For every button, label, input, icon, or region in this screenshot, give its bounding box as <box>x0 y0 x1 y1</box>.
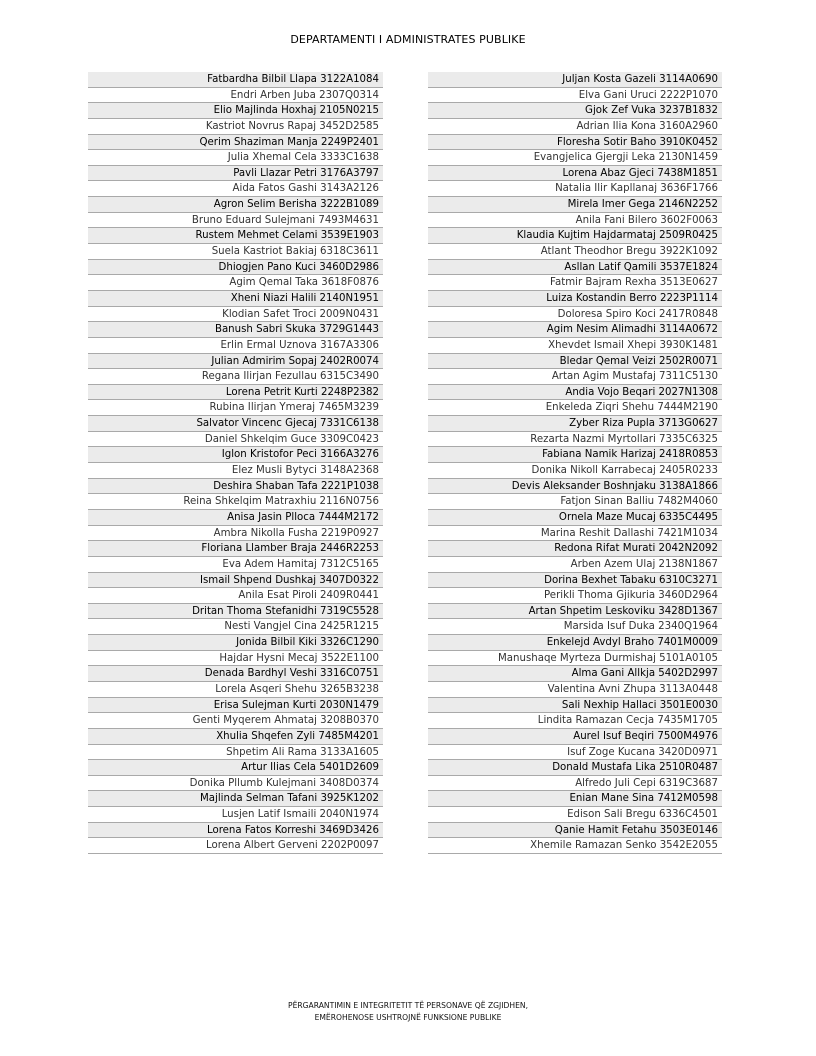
list-item: Artan Shpetim Leskoviku 3428D1367 <box>428 604 722 620</box>
document-title: DEPARTAMENTI I ADMINISTRATES PUBLIKE <box>290 33 526 46</box>
list-item: Arben Azem Ulaj 2138N1867 <box>428 557 722 573</box>
list-item: Asllan Latif Qamili 3537E1824 <box>428 260 722 276</box>
list-item: Aurel Isuf Beqiri 7500M4976 <box>428 729 722 745</box>
list-item: Xhulia Shqefen Zyli 7485M4201 <box>88 729 383 745</box>
list-item: Klaudia Kujtim Hajdarmataj 2509R0425 <box>428 228 722 244</box>
list-item: Ambra Nikolla Fusha 2219P0927 <box>88 526 383 542</box>
list-item: Dorina Bexhet Tabaku 6310C3271 <box>428 573 722 589</box>
list-item: Reina Shkelqim Matraxhiu 2116N0756 <box>88 494 383 510</box>
list-item: Regana Ilirjan Fezullau 6315C3490 <box>88 369 383 385</box>
list-item: Rezarta Nazmi Myrtollari 7335C6325 <box>428 432 722 448</box>
list-item: Bruno Eduard Sulejmani 7493M4631 <box>88 213 383 229</box>
list-item: Donika Pllumb Kulejmani 3408D0374 <box>88 776 383 792</box>
list-item: Enian Mane Sina 7412M0598 <box>428 791 722 807</box>
list-item: Qanie Hamit Fetahu 3503E0146 <box>428 823 722 839</box>
list-item: Agron Selim Berisha 3222B1089 <box>88 197 383 213</box>
list-item: Fatjon Sinan Balliu 7482M4060 <box>428 494 722 510</box>
list-item: Daniel Shkelqim Guce 3309C0423 <box>88 432 383 448</box>
list-item: Ismail Shpend Dushkaj 3407D0322 <box>88 573 383 589</box>
list-item: Redona Rifat Murati 2042N2092 <box>428 541 722 557</box>
list-item: Anisa Jasin Plloca 7444M2172 <box>88 510 383 526</box>
list-item: Andia Vojo Beqari 2027N1308 <box>428 385 722 401</box>
list-item: Gjok Zef Vuka 3237B1832 <box>428 103 722 119</box>
list-item: Eva Adem Hamitaj 7312C5165 <box>88 557 383 573</box>
list-item: Alma Gani Allkja 5402D2997 <box>428 666 722 682</box>
list-item: Anila Fani Bilero 3602F0063 <box>428 213 722 229</box>
list-item: Fatbardha Bilbil Llapa 3122A1084 <box>88 72 383 88</box>
list-item: Artan Agim Mustafaj 7311C5130 <box>428 369 722 385</box>
list-item: Klodian Safet Troci 2009N0431 <box>88 307 383 323</box>
list-item: Iglon Kristofor Peci 3166A3276 <box>88 447 383 463</box>
list-item: Donald Mustafa Lika 2510R0487 <box>428 760 722 776</box>
list-item: Fabiana Namik Harizaj 2418R0853 <box>428 447 722 463</box>
list-item: Kastriot Novrus Rapaj 3452D2585 <box>88 119 383 135</box>
list-item: Deshira Shaban Tafa 2221P1038 <box>88 479 383 495</box>
list-item: Anila Esat Piroli 2409R0441 <box>88 588 383 604</box>
list-item: Dritan Thoma Stefanidhi 7319C5528 <box>88 604 383 620</box>
list-item: Elva Gani Uruci 2222P1070 <box>428 88 722 104</box>
list-item: Lorena Fatos Korreshi 3469D3426 <box>88 823 383 839</box>
list-item: Perikli Thoma Gjikuria 3460D2964 <box>428 588 722 604</box>
list-item: Donika Nikoll Karrabecaj 2405R0233 <box>428 463 722 479</box>
list-item: Xhemile Ramazan Senko 3542E2055 <box>428 838 722 854</box>
list-item: Manushaqe Myrteza Durmishaj 5101A0105 <box>428 651 722 667</box>
footer-line-1: PËRGARANTIMIN E INTEGRITETIT TË PERSONAVE QË ZGJIDHEN, <box>288 1001 528 1010</box>
right-name-column <box>428 72 722 854</box>
list-item: Ornela Maze Mucaj 6335C4495 <box>428 510 722 526</box>
list-item: Lusjen Latif Ismaili 2040N1974 <box>88 807 383 823</box>
list-item: Jonida Bilbil Kiki 3326C1290 <box>88 635 383 651</box>
list-item: Alfredo Juli Cepi 6319C3687 <box>428 776 722 792</box>
left-name-column <box>88 72 383 854</box>
list-item: Mirela Imer Gega 2146N2252 <box>428 197 722 213</box>
list-item: Shpetim Ali Rama 3133A1605 <box>88 745 383 761</box>
list-item: Endri Arben Juba 2307Q0314 <box>88 88 383 104</box>
list-item: Dhiogjen Pano Kuci 3460D2986 <box>88 260 383 276</box>
list-item: Atlant Theodhor Bregu 3922K1092 <box>428 244 722 260</box>
list-item: Lorena Abaz Gjeci 7438M1851 <box>428 166 722 182</box>
list-item: Qerim Shaziman Manja 2249P2401 <box>88 135 383 151</box>
list-item: Edison Sali Bregu 6336C4501 <box>428 807 722 823</box>
list-item: Enkelejd Avdyl Braho 7401M0009 <box>428 635 722 651</box>
footer-line-2: EMËROHENOSE USHTROJNË FUNKSIONE PUBLIKE <box>314 1013 502 1022</box>
list-item: Isuf Zoge Kucana 3420D0971 <box>428 745 722 761</box>
list-item: Denada Bardhyl Veshi 3316C0751 <box>88 666 383 682</box>
list-item: Lorela Asqeri Shehu 3265B3238 <box>88 682 383 698</box>
list-item: Xheni Niazi Halili 2140N1951 <box>88 291 383 307</box>
list-item: Rubina Ilirjan Ymeraj 7465M3239 <box>88 400 383 416</box>
list-item: Juljan Kosta Gazeli 3114A0690 <box>428 72 722 88</box>
list-item: Bledar Qemal Veizi 2502R0071 <box>428 354 722 370</box>
list-item: Agim Nesim Alimadhi 3114A0672 <box>428 322 722 338</box>
list-item: Elez Musli Bytyci 3148A2368 <box>88 463 383 479</box>
list-item: Enkeleda Ziqri Shehu 7444M2190 <box>428 400 722 416</box>
list-item: Luiza Kostandin Berro 2223P1114 <box>428 291 722 307</box>
list-item: Zyber Riza Pupla 3713G0627 <box>428 416 722 432</box>
list-item: Marsida Isuf Duka 2340Q1964 <box>428 619 722 635</box>
list-item: Sali Nexhip Hallaci 3501E0030 <box>428 698 722 714</box>
list-item: Artur Ilias Cela 5401D2609 <box>88 760 383 776</box>
list-item: Lorena Albert Gerveni 2202P0097 <box>88 838 383 854</box>
list-item: Erisa Sulejman Kurti 2030N1479 <box>88 698 383 714</box>
list-item: Evangjelica Gjergji Leka 2130N1459 <box>428 150 722 166</box>
list-item: Nesti Vangjel Cina 2425R1215 <box>88 619 383 635</box>
list-item: Banush Sabri Skuka 3729G1443 <box>88 322 383 338</box>
list-item: Salvator Vincenc Gjecaj 7331C6138 <box>88 416 383 432</box>
list-item: Lorena Petrit Kurti 2248P2382 <box>88 385 383 401</box>
list-item: Valentina Avni Zhupa 3113A0448 <box>428 682 722 698</box>
list-item: Julian Admirim Sopaj 2402R0074 <box>88 354 383 370</box>
list-item: Doloresa Spiro Koci 2417R0848 <box>428 307 722 323</box>
list-item: Floresha Sotir Baho 3910K0452 <box>428 135 722 151</box>
list-item: Devis Aleksander Boshnjaku 3138A1866 <box>428 479 722 495</box>
list-item: Lindita Ramazan Cecja 7435M1705 <box>428 713 722 729</box>
list-item: Agim Qemal Taka 3618F0876 <box>88 275 383 291</box>
list-item: Julia Xhemal Cela 3333C1638 <box>88 150 383 166</box>
list-item: Majlinda Selman Tafani 3925K1202 <box>88 791 383 807</box>
list-item: Adrian Ilia Kona 3160A2960 <box>428 119 722 135</box>
list-item: Rustem Mehmet Celami 3539E1903 <box>88 228 383 244</box>
list-item: Hajdar Hysni Mecaj 3522E1100 <box>88 651 383 667</box>
list-item: Suela Kastriot Bakiaj 6318C3611 <box>88 244 383 260</box>
document-footer <box>0 1000 816 1024</box>
list-item: Aida Fatos Gashi 3143A2126 <box>88 181 383 197</box>
list-item: Floriana Llamber Braja 2446R2253 <box>88 541 383 557</box>
list-item: Fatmir Bajram Rexha 3513E0627 <box>428 275 722 291</box>
list-item: Pavli Llazar Petri 3176A3797 <box>88 166 383 182</box>
list-item: Xhevdet Ismail Xhepi 3930K1481 <box>428 338 722 354</box>
list-item: Marina Reshit Dallashi 7421M1034 <box>428 526 722 542</box>
list-item: Natalia Ilir Kapllanaj 3636F1766 <box>428 181 722 197</box>
list-item: Elio Majlinda Hoxhaj 2105N0215 <box>88 103 383 119</box>
list-item: Genti Myqerem Ahmataj 3208B0370 <box>88 713 383 729</box>
list-item: Erlin Ermal Uznova 3167A3306 <box>88 338 383 354</box>
